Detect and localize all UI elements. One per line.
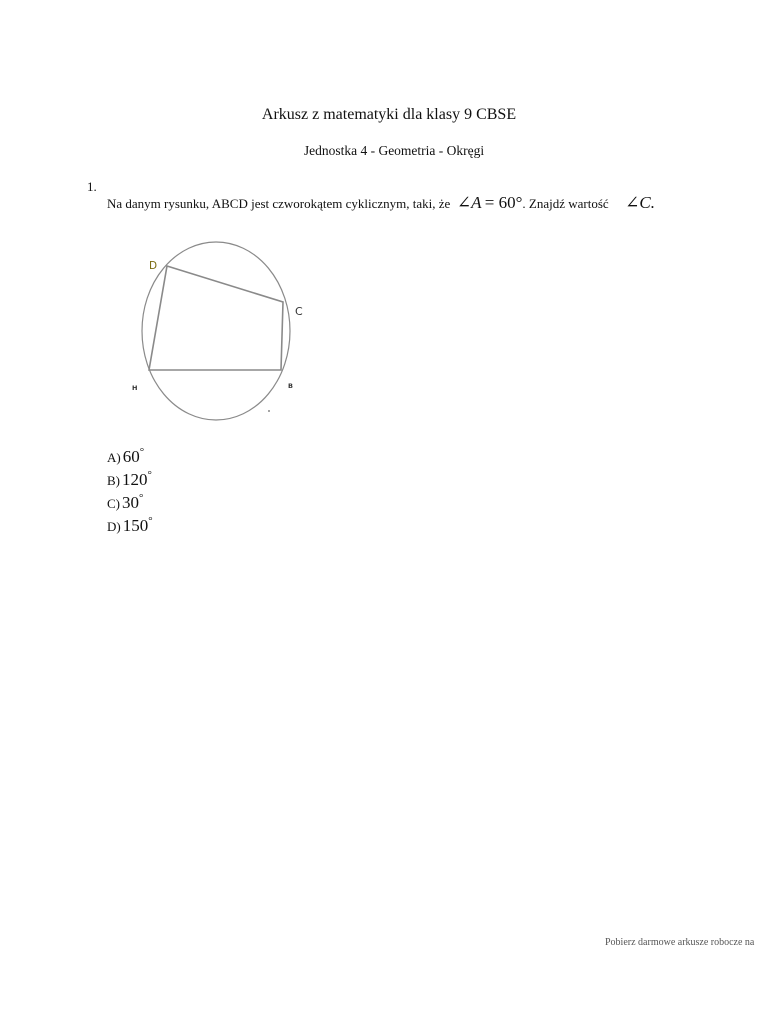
option-d[interactable] [107,510,153,533]
footer-text[interactable]: Pobierz darmowe arkusze robocze na [605,937,755,948]
question-text [107,193,655,213]
question-number: 1. [87,179,97,194]
degree-sign: ° [147,469,152,481]
circle [142,242,290,420]
option-value: 120 [122,470,148,489]
label-c: C [295,305,303,318]
small-dot [268,410,270,412]
option-c[interactable] [107,487,153,510]
angle-a-symbol: ∠A [456,193,482,212]
quadrilateral [149,266,283,370]
degree-sign: ° [148,515,153,527]
option-a[interactable] [107,441,153,464]
question-text-after: . Znajdź wartość [522,196,609,211]
label-b: B [288,382,293,390]
option-letter: B) [107,473,120,488]
degree-sign: ° [139,492,144,504]
option-letter: A) [107,450,121,465]
degree-sign: ° [139,446,145,458]
label-d: D [149,260,158,272]
angle-a-value: = 60° [484,193,523,212]
option-value: 30 [122,493,139,512]
page-subtitle: Jednostka 4 - Geometria - Okręgi [303,143,485,158]
option-letter: D) [107,519,121,534]
question-text-before: Na danym rysunku, ABCD jest czworokątem cyklicznym, taki, że [107,196,451,211]
page-title: Arkusz z matematyki dla klasy 9 CBSE [261,106,517,123]
option-value: 60 [122,447,140,466]
label-a: H [132,384,138,392]
cyclic-quadrilateral-figure [128,238,318,428]
answer-options [107,441,153,533]
option-value: 150 [122,516,149,535]
option-letter: C) [107,496,120,511]
angle-c-symbol: ∠C. [625,193,655,212]
option-b[interactable] [107,464,153,487]
